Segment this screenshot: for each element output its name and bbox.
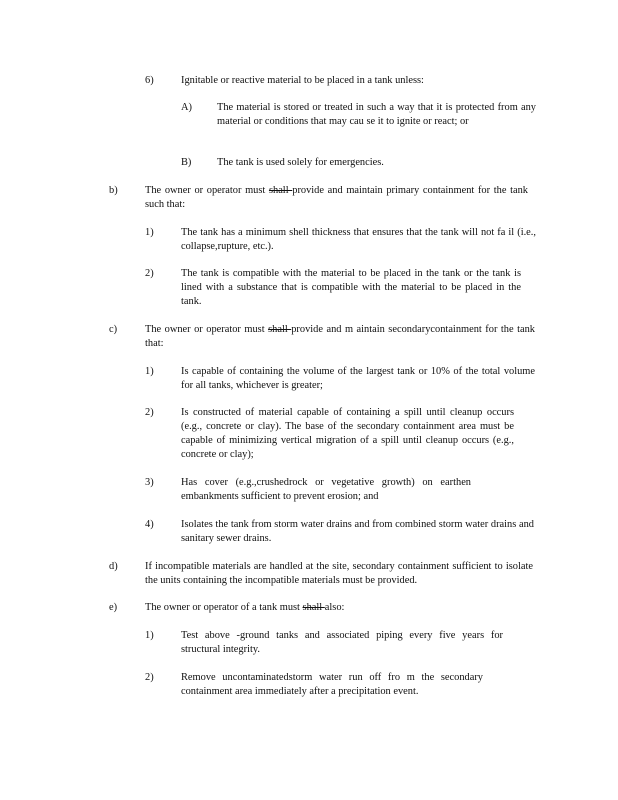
subitem-label: B): [181, 157, 192, 168]
subitem-label: 2): [145, 268, 154, 279]
subitem-text: Has cover (e.g.,crushedrock or vegetative growth) on earthen embankments sufficient to prevent erosion; and: [181, 477, 471, 502]
subitem-text: The tank has a minimum shell thickness that ensures that the tank will not fa il (i.e., collapse,rupture, etc.).: [181, 227, 536, 252]
subitem-text: The tank is compatible with the material to be placed in the tank or the tank is lined with a substance that is compatible with the material to be placed in the tank.: [181, 268, 521, 307]
subitem-text: Is capable of containing the volume of the largest tank or 10% of the total volume for all tanks, whichever is greater;: [181, 366, 535, 391]
item-label: c): [109, 324, 118, 335]
item-text: If incompatible materials are handled at the site, secondary containment sufficient to isolate the units containing the incompatible materials must be provided.: [145, 561, 533, 586]
subitem-text: Is constructed of material capable of containing a spill until cleanup occurs (e.g., concrete or clay). The base of the secondary containment area must be capable of minimizing vertical migration of a spill until cleanup occurs (e.g., concrete or clay);: [181, 407, 514, 460]
item-text: [145, 323, 535, 351]
item-text-pre: The owner or operator must: [145, 324, 269, 335]
item-text: [145, 601, 525, 615]
subitem-label: 3): [145, 477, 154, 488]
item-label: 6): [145, 75, 154, 86]
subitem-text: The material is stored or treated in such a way that it is protected from any material or conditions that may cau se it to ignite or react; or: [217, 102, 536, 127]
struck-text: shall: [302, 602, 325, 613]
item-text-pre: The owner or operator of a tank must: [145, 602, 303, 613]
subitem-label: 1): [145, 227, 154, 238]
subitem-label: A): [181, 102, 192, 113]
item-text-pre: The owner or operator must: [145, 185, 269, 196]
subitem-text: The tank is used solely for emergencies.: [217, 157, 384, 168]
item-text-post: provide and m aintain secondarycontainment for the tank that:: [145, 324, 535, 349]
subitem-label: 2): [145, 672, 154, 683]
struck-text: shall: [268, 324, 292, 335]
item-label: b): [109, 185, 118, 196]
subitem-text: Isolates the tank from storm water drains and from combined storm water drains and sanitary sewer drains.: [181, 519, 534, 544]
item-label: d): [109, 561, 118, 572]
subitem-text: Remove uncontaminatedstorm water run off fro m the secondary containment area immediately after a precipitation event.: [181, 672, 483, 697]
item-text: Ignitable or reactive material to be placed in a tank unless:: [181, 75, 424, 86]
subitem-label: 1): [145, 630, 154, 641]
struck-text: shall: [268, 185, 293, 196]
subitem-label: 1): [145, 366, 154, 377]
item-text-post: also:: [324, 602, 345, 613]
item-text-post: provide and maintain primary containment for the tank such that:: [145, 185, 528, 210]
item-label: e): [109, 602, 118, 613]
item-text: [145, 184, 528, 212]
subitem-text: Test above -ground tanks and associated piping every five years for structural integrity.: [181, 630, 503, 655]
subitem-label: 4): [145, 519, 154, 530]
subitem-label: 2): [145, 407, 154, 418]
